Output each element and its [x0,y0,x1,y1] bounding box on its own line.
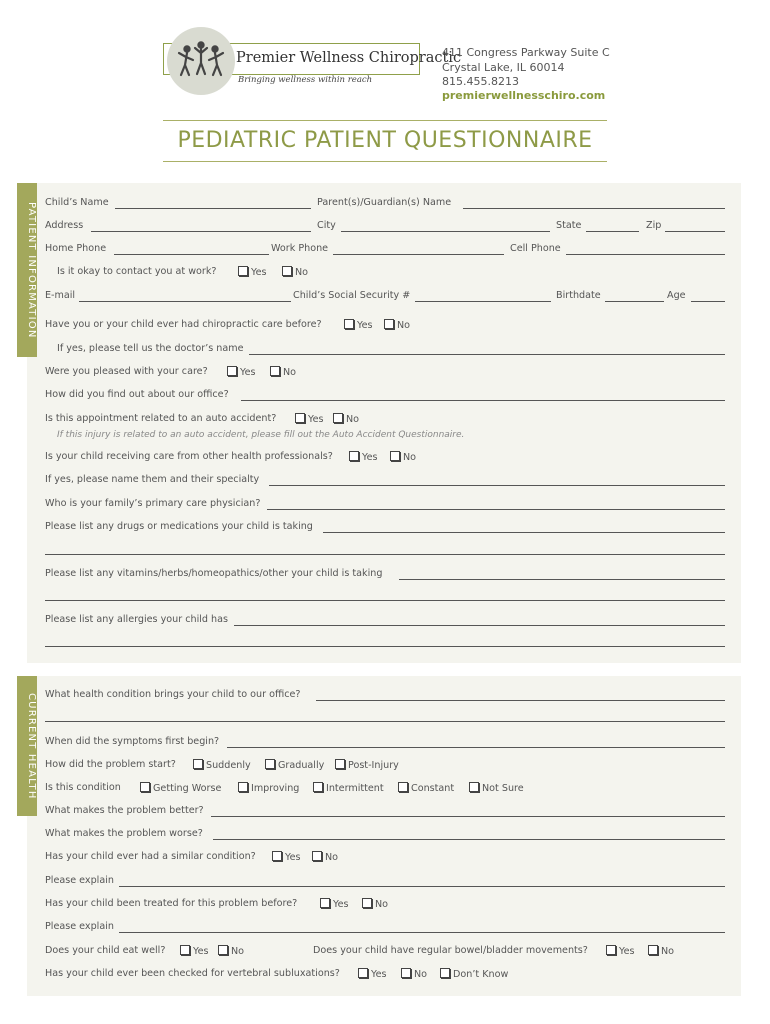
yes-label: Yes [193,946,209,957]
condition-row-2 [45,710,725,724]
checkbox-icon[interactable] [344,319,354,329]
no-label: No [375,899,389,910]
allergies-label: Please list any allergies your child has [45,614,229,625]
other-specialty-row [45,474,725,488]
worse-input[interactable] [213,839,725,840]
bowel-yes[interactable] [606,945,635,958]
symptoms-input[interactable] [227,747,725,748]
chiro-before-no[interactable] [384,319,410,332]
vitamins-input[interactable] [399,579,725,580]
better-row [45,805,725,819]
checkbox-icon[interactable] [180,945,190,955]
age-input[interactable] [691,301,725,302]
yes-label: Yes [357,320,373,331]
checkbox-icon[interactable] [295,413,305,423]
auto-no[interactable] [333,413,359,426]
find-out-input[interactable] [241,400,725,401]
checkbox-icon[interactable] [312,851,322,861]
checkbox-icon[interactable] [335,759,345,769]
treated-yes[interactable] [320,898,349,911]
work-phone-input[interactable] [333,254,504,255]
address-row [45,220,725,234]
no-label: No [403,452,417,463]
childs-name-row [45,197,725,211]
allergies-row-2 [45,635,725,649]
similar-no[interactable] [312,851,338,864]
eat-well-yes[interactable] [180,945,209,958]
checkbox-icon[interactable] [349,451,359,461]
gradually-label: Gradually [278,760,325,771]
pcp-input[interactable] [267,509,725,510]
no-label: No [397,320,411,331]
checkbox-icon[interactable] [440,968,450,978]
other-specialty-input[interactable] [269,485,725,486]
no-label: No [231,946,245,957]
no-label: No [346,414,360,425]
state-input[interactable] [586,231,639,232]
contact-work-yes[interactable] [238,266,267,279]
chiro-before-row [45,319,645,333]
other-care-row [45,451,645,465]
vitamins-input-2[interactable] [45,600,725,601]
email-row [45,290,725,304]
home-phone-input[interactable] [114,254,269,255]
doctor-name-row [57,343,725,357]
childs-name-input[interactable] [115,208,311,209]
zip-label: Zip [646,220,662,231]
yes-label: Yes [308,414,324,425]
yes-label: Yes [251,267,267,278]
pleased-row [45,366,645,380]
post-injury-option[interactable] [335,759,399,772]
no-label: No [325,852,339,863]
checkbox-icon[interactable] [272,851,282,861]
state-label: State [556,220,582,231]
auto-note-row [57,429,657,443]
other-care-label: Is your child receiving care from other health professionals? [45,451,333,462]
gradually-option[interactable] [265,759,324,772]
contact-work-row [57,266,657,280]
checkbox-icon[interactable] [227,366,237,376]
getting-worse-label: Getting Worse [153,783,222,794]
other-care-yes[interactable] [349,451,378,464]
cell-phone-label: Cell Phone [510,243,561,254]
yes-label: Yes [362,452,378,463]
pleased-yes[interactable] [227,366,256,379]
getting-worse-option[interactable] [140,782,221,795]
treated-label: Has your child been treated for this problem before? [45,898,298,909]
title-rule-bottom [163,161,607,162]
suddenly-label: Suddenly [206,760,251,771]
age-label: Age [667,290,686,301]
doctor-name-input[interactable] [249,354,725,355]
parent-name-input[interactable] [463,208,725,209]
condition-input-2[interactable] [45,721,725,722]
logo-emblem [167,27,235,95]
how-start-row [45,759,685,773]
no-label: No [414,969,428,980]
chiro-before-label: Have you or your child ever had chiropractic care before? [45,319,322,330]
auto-label: Is this appointment related to an auto accident? [45,413,277,424]
vitamins-label: Please list any vitamins/herbs/homeopathics/other your child is taking [45,568,383,579]
how-start-label: How did the problem start? [45,759,176,770]
checkbox-icon[interactable] [333,413,343,423]
phone-row [45,243,725,257]
intermittent-option[interactable] [313,782,384,795]
contact-work-no[interactable] [282,266,308,279]
checkbox-icon[interactable] [265,759,275,769]
address-input[interactable] [91,231,311,232]
auto-note: If this injury is related to an auto accident, please fill out the Auto Accident Questionnaire. [57,430,465,440]
subluxations-label: Has your child ever been checked for vertebral subluxations? [45,968,340,979]
not-sure-option[interactable] [469,782,524,795]
better-label: What makes the problem better? [45,805,204,816]
checkbox-icon[interactable] [358,968,368,978]
logo-name: Premier Wellness Chiropractic [236,50,462,66]
yes-label: Yes [619,946,635,957]
explain-input-2[interactable] [119,932,725,933]
similar-label: Has your child ever had a similar condition? [45,851,256,862]
explain-row-2 [45,921,725,935]
auto-yes[interactable] [295,413,324,426]
auto-row [45,413,645,427]
email-input[interactable] [79,301,291,302]
is-condition-label: Is this condition [45,782,121,793]
page-title: PEDIATRIC PATIENT QUESTIONNAIRE [177,128,593,153]
checkbox-icon[interactable] [270,366,280,376]
checkbox-icon[interactable] [401,968,411,978]
yes-label: Yes [333,899,349,910]
intermittent-label: Intermittent [326,783,384,794]
zip-input[interactable] [665,231,725,232]
doctor-name-label: If yes, please tell us the doctor’s name [57,343,244,354]
checkbox-icon[interactable] [140,782,150,792]
cell-phone-input[interactable] [566,254,725,255]
pcp-row [45,498,725,512]
yes-label: Yes [285,852,301,863]
dont-know-label: Don’t Know [453,969,509,980]
vitamins-row [45,568,725,582]
subluxations-row [45,968,645,982]
pleased-label: Were you pleased with your care? [45,366,208,377]
checkbox-icon[interactable] [390,451,400,461]
checkbox-icon[interactable] [606,945,616,955]
no-label: No [283,367,297,378]
other-specialty-label: If yes, please name them and their specialty [45,474,260,485]
checkbox-icon[interactable] [648,945,658,955]
home-phone-label: Home Phone [45,243,107,254]
chiro-before-yes[interactable] [344,319,373,332]
allergies-input[interactable] [234,625,725,626]
worse-label: What makes the problem worse? [45,828,203,839]
address-line-1: 411 Congress Parkway Suite C [442,46,610,59]
constant-label: Constant [411,783,455,794]
patient-information-tab [17,183,37,357]
current-health-tab-label: CURRENT HEALTH [26,692,37,800]
phone-number: 815.455.8213 [442,75,519,88]
suddenly-option[interactable] [193,759,251,772]
dancing-figures-icon [167,27,235,95]
checkbox-icon[interactable] [384,319,394,329]
checkbox-icon[interactable] [193,759,203,769]
better-input[interactable] [211,816,725,817]
bowel-label: Does your child have regular bowel/bladder movements? [313,945,588,956]
no-label: No [661,946,675,957]
subluxations-yes[interactable] [358,968,387,981]
parent-name-label: Parent(s)/Guardian(s) Name [317,197,452,208]
work-phone-label: Work Phone [271,243,329,254]
pleased-no[interactable] [270,366,296,379]
ssn-input[interactable] [415,301,551,302]
subluxations-dont-know[interactable] [440,968,508,981]
condition-row [45,689,725,703]
is-condition-row [45,782,705,796]
city-input[interactable] [341,231,550,232]
childs-name-label: Child’s Name [45,197,109,208]
worse-row [45,828,725,842]
drugs-row-2 [45,543,725,557]
no-label: No [295,267,309,278]
bowel-no[interactable] [648,945,674,958]
eat-well-label: Does your child eat well? [45,945,166,956]
allergies-input-2[interactable] [45,646,725,647]
checkbox-icon[interactable] [218,945,228,955]
other-care-no[interactable] [390,451,416,464]
birthdate-input[interactable] [605,301,664,302]
checkbox-icon[interactable] [320,898,330,908]
eat-bowel-row [45,945,705,959]
symptoms-label: When did the symptoms first begin? [45,736,220,747]
email-label: E-mail [45,290,76,301]
condition-input[interactable] [316,700,725,701]
explain-input[interactable] [119,886,725,887]
drugs-row [45,521,725,535]
symptoms-row [45,736,725,750]
subluxations-no[interactable] [401,968,427,981]
find-out-row [45,389,725,403]
yes-label: Yes [371,969,387,980]
checkbox-icon[interactable] [469,782,479,792]
checkbox-icon[interactable] [282,266,292,276]
title-rule-top [163,120,607,121]
drugs-input[interactable] [323,532,725,533]
ssn-label: Child’s Social Security # [293,290,411,301]
improving-option[interactable] [238,782,299,795]
pcp-label: Who is your family’s primary care physician? [45,498,261,509]
treated-row [45,898,645,912]
birthdate-label: Birthdate [556,290,601,301]
explain-label: Please explain [45,921,114,932]
checkbox-icon[interactable] [313,782,323,792]
eat-well-no[interactable] [218,945,244,958]
post-injury-label: Post-Injury [348,760,399,771]
explain-label: Please explain [45,875,114,886]
checkbox-icon[interactable] [238,266,248,276]
checkbox-icon[interactable] [362,898,372,908]
allergies-row [45,614,725,628]
checkbox-icon[interactable] [238,782,248,792]
checkbox-icon[interactable] [398,782,408,792]
drugs-label: Please list any drugs or medications your child is taking [45,521,313,532]
similar-row [45,851,645,865]
explain-row-1 [45,875,725,889]
address-label: Address [45,220,84,231]
not-sure-label: Not Sure [482,783,524,794]
constant-option[interactable] [398,782,454,795]
logo-tagline: Bringing wellness within reach [238,75,373,85]
vitamins-row-2 [45,589,725,603]
current-health-tab [17,676,37,816]
improving-label: Improving [251,783,300,794]
website-link[interactable]: premierwellnesschiro.com [442,89,606,102]
drugs-input-2[interactable] [45,554,725,555]
similar-yes[interactable] [272,851,301,864]
patient-information-tab-label: PATIENT INFORMATION [26,201,37,339]
contact-work-label: Is it okay to contact you at work? [57,266,217,277]
condition-label: What health condition brings your child to our office? [45,689,301,700]
city-label: City [317,220,336,231]
address-line-2: Crystal Lake, IL 60014 [442,61,565,74]
find-out-label: How did you find out about our office? [45,389,229,400]
treated-no[interactable] [362,898,388,911]
yes-label: Yes [240,367,256,378]
